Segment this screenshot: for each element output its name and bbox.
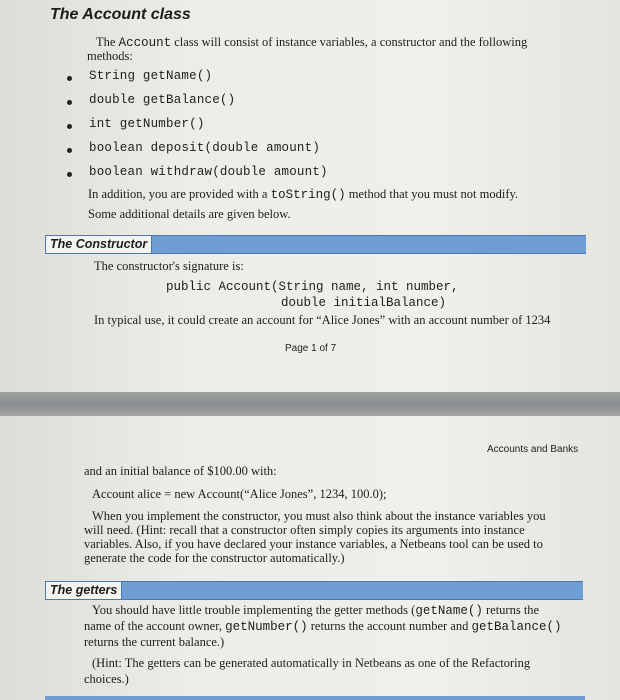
balance-line: and an initial balance of $100.00 with:: [84, 464, 277, 478]
signature-intro: The constructor's signature is:: [94, 259, 244, 273]
getters-line-3: returns the current balance.): [84, 635, 225, 649]
intro-line-2: methods:: [87, 49, 133, 63]
bullet-dot-icon: [67, 148, 72, 153]
next-heading-bar-edge: [45, 696, 585, 700]
intro-line-1: The Account class will consist of instance variables, a constructor and the following: [96, 35, 528, 50]
getters-heading: The getters: [45, 581, 122, 600]
typical-use-line: In typical use, it could create an account for “Alice Jones” with an account number of 1234: [94, 313, 551, 327]
constructor-heading-bar: [45, 235, 586, 254]
getters-line-1: You should have little trouble implementing the getter methods (getName() returns the: [92, 603, 540, 618]
hint-line-2: choices.): [84, 672, 129, 686]
getters-heading-bar: [45, 581, 583, 600]
method-item: String getName(): [89, 69, 213, 83]
signature-line-1: public Account(String name, int number,: [166, 280, 459, 294]
signature-line-2: double initialBalance): [281, 296, 447, 310]
addition-line: In addition, you are provided with a toString() method that you must not modify.: [88, 187, 519, 202]
method-item: int getNumber(): [89, 117, 205, 131]
running-header: Accounts and Banks: [487, 444, 579, 455]
paragraph-line: variables. Also, if you have declared your instance variables, a Netbeans tool can be used to: [84, 537, 543, 551]
document-page-2: [0, 416, 620, 700]
method-item: boolean withdraw(double amount): [89, 165, 328, 179]
hint-line-1: (Hint: The getters can be generated automatically in Netbeans as one of the Refactoring: [92, 656, 531, 670]
method-item: double getBalance(): [89, 93, 236, 107]
getters-line-2: name of the account owner, getNumber() returns the account number and getBalance(): [84, 619, 562, 634]
bullet-dot-icon: [67, 76, 72, 81]
page-number: Page 1 of 7: [285, 343, 337, 354]
bullet-dot-icon: [67, 124, 72, 129]
paragraph-line: generate the code for the constructor automatically.): [84, 551, 345, 565]
bullet-dot-icon: [67, 100, 72, 105]
page-gap: [0, 392, 620, 416]
example-code-line: Account alice = new Account(“Alice Jones”, 1234, 100.0);: [92, 487, 387, 501]
paragraph-line: will need. (Hint: recall that a constructor often simply copies its arguments into instance: [84, 523, 525, 537]
constructor-heading: The Constructor: [45, 235, 152, 254]
paragraph-line: When you implement the constructor, you must also think about the instance variables you: [92, 509, 546, 523]
method-item: boolean deposit(double amount): [89, 141, 321, 155]
details-line: Some additional details are given below.: [88, 207, 291, 221]
section-title-account-class: The Account class: [50, 6, 191, 23]
bullet-dot-icon: [67, 172, 72, 177]
